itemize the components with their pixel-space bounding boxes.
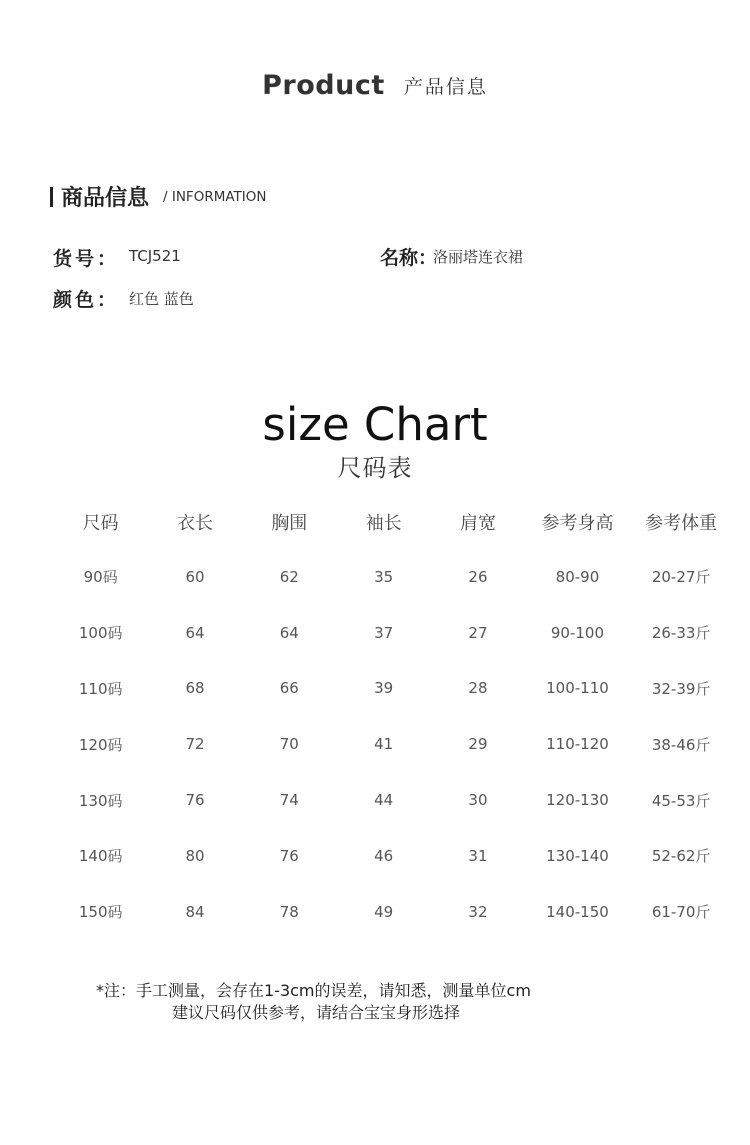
size-advice-note: 建议尺码仅供参考，请结合宝宝身形选择 [172,1003,461,1022]
section-title-cn: 商品信息 [61,186,150,211]
table-cell: 29 [468,735,488,754]
header-title-cn: 产品信息 [403,76,488,98]
table-row [53,605,733,661]
table-cell: 120码 [78,735,123,754]
table-header-row [53,494,733,549]
table-cell: 68 [185,679,205,698]
table-cell: 35 [374,567,394,586]
table-cell: 66 [279,679,299,698]
color-label: 颜色： [53,289,120,311]
table-row [53,549,733,605]
header-title-en: Product [262,70,385,101]
table-cell: 60 [185,567,205,586]
column-header: 胸围 [271,512,308,534]
column-header: 袖长 [365,512,402,534]
table-cell: 31 [468,846,488,865]
table-row [53,884,733,940]
name-value: 洛丽塔连衣裙 [433,248,524,266]
table-cell: 26 [468,567,488,586]
table-cell: 110-120 [546,735,609,754]
table-cell: 140-150 [546,902,609,921]
column-header: 衣长 [177,512,213,534]
table-cell: 28 [468,679,488,698]
section-heading-bar [50,187,53,207]
table-cell: 80 [185,846,205,865]
section-heading [50,181,267,211]
table-cell: 26-33斤 [651,624,711,643]
column-header: 尺码 [82,512,119,534]
name-label: 名称： [380,247,438,269]
size-chart-title: size Chart [262,398,488,451]
sku-value: TCJ521 [129,247,181,265]
column-header: 参考体重 [645,512,718,534]
table-row [53,661,733,717]
table-cell: 70 [279,735,299,754]
table-cell: 90-100 [550,623,605,642]
table-cell: 100-110 [546,679,609,698]
measurement-note: *注：手工测量，会存在1-3cm的误差，请知悉，测量单位cm [96,981,531,1000]
table-cell: 46 [374,846,394,865]
table-cell: 72 [185,735,205,754]
color-value: 红色 蓝色 [129,290,194,308]
table-cell: 30 [468,791,488,810]
table-cell: 140码 [78,847,123,866]
size-chart-subtitle: 尺码表 [337,454,413,482]
table-cell: 27 [468,623,488,642]
table-cell: 120-130 [546,791,609,810]
table-cell: 76 [185,791,205,810]
table-cell: 52-62斤 [651,847,711,866]
table-cell: 32-39斤 [651,679,711,698]
table-cell: 62 [279,567,299,586]
table-cell: 90码 [83,568,118,587]
table-row [53,716,733,772]
table-cell: 45-53斤 [651,791,711,810]
table-cell: 110码 [78,679,123,698]
table-cell: 44 [374,791,394,810]
table-cell: 39 [374,679,394,698]
table-cell: 49 [374,902,394,921]
column-header: 参考身高 [541,512,614,534]
table-cell: 100码 [78,624,123,643]
table-cell: 150码 [78,903,123,922]
column-header: 肩宽 [459,512,496,534]
size-table [53,494,733,940]
table-cell: 76 [279,846,299,865]
table-cell: 78 [279,902,299,921]
table-row [53,772,733,828]
section-title-en: / INFORMATION [163,188,267,205]
table-cell: 32 [468,902,488,921]
table-cell: 84 [185,902,205,921]
table-cell: 41 [374,735,394,754]
table-cell: 38-46斤 [651,735,711,754]
table-cell: 64 [279,623,299,642]
sku-label: 货号： [53,248,120,270]
table-cell: 74 [279,791,299,810]
page-header [0,70,750,101]
table-cell: 130码 [78,791,123,810]
table-cell: 37 [374,623,394,642]
table-cell: 80-90 [555,567,600,586]
table-cell: 130-140 [546,846,609,865]
table-cell: 61-70斤 [651,903,711,922]
table-cell: 20-27斤 [651,568,711,587]
table-cell: 64 [185,623,205,642]
table-row [53,828,733,884]
